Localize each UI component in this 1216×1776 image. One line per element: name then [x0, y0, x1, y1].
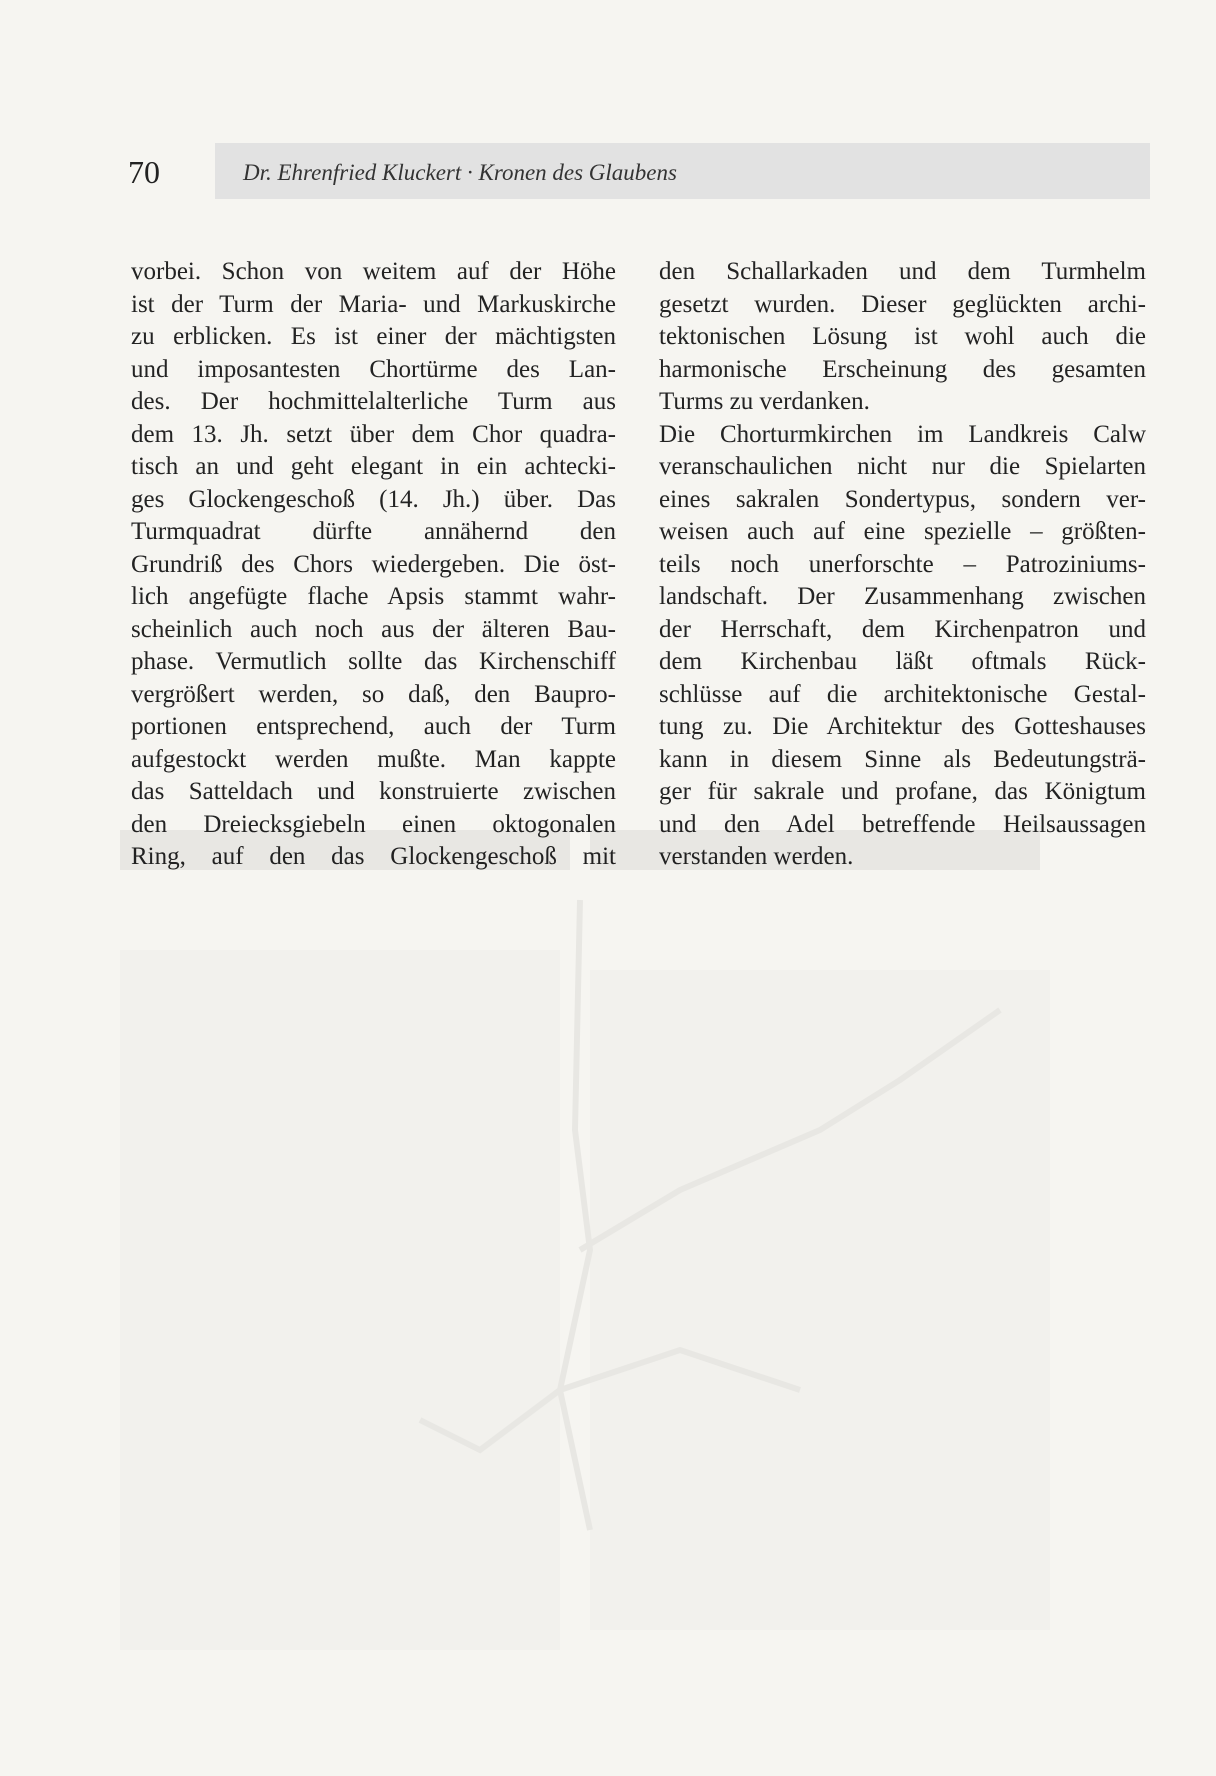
text-line: vorbei. Schon von weitem auf der Höhe	[131, 258, 616, 285]
text-line: des. Der hochmittelalterliche Turm aus	[131, 388, 616, 415]
text-line: schlüsse auf die architektonische Gestal-	[659, 680, 1146, 708]
text-line: der Herrschaft, dem Kirchenpatron und	[659, 615, 1146, 643]
bleed-through-map-decoration	[120, 830, 1150, 1650]
text-line: vergrößert werden, so daß, den Baupro-	[131, 680, 616, 708]
page-number: 70	[128, 154, 160, 190]
text-line: ger für sakrale und profane, das Königtum	[659, 778, 1146, 805]
text-line: ist der Turm der Maria- und Markuskirche	[131, 290, 616, 318]
text-line: weisen auch auf eine spezielle – größten-	[659, 518, 1146, 545]
text-line: zu erblicken. Es ist einer der mächtigsten	[131, 323, 616, 350]
text-line: Die Chorturmkirchen im Landkreis Calw	[659, 420, 1146, 448]
running-header-text: Dr. Ehrenfried Kluckert · Kronen des Glaubens	[243, 160, 677, 185]
text-line: den Dreiecksgiebeln einen oktogonalen	[131, 810, 616, 838]
text-line: den Schallarkaden und dem Turmhelm	[659, 258, 1146, 285]
text-line: harmonische Erscheinung des gesamten	[659, 355, 1146, 383]
text-line: phase. Vermutlich sollte das Kirchenschiff	[131, 648, 616, 675]
text-line: Turms zu verdanken.	[659, 388, 870, 415]
text-line: aufgestockt werden mußte. Man kappte	[131, 745, 616, 773]
text-line: das Satteldach und konstruierte zwischen	[131, 778, 616, 805]
text-line: tung zu. Die Architektur des Gotteshauses	[659, 713, 1146, 740]
running-header	[215, 143, 1150, 199]
text-line: veranschaulichen nicht nur die Spielarten	[659, 453, 1146, 480]
text-line: und den Adel betreffende Heilsaussagen	[659, 810, 1146, 838]
text-column-left	[131, 256, 616, 874]
text-line: kann in diesem Sinne als Bedeutungsträ-	[659, 745, 1146, 773]
text-line: eines sakralen Sondertypus, sondern ver-	[659, 485, 1146, 513]
text-line: landschaft. Der Zusammenhang zwischen	[659, 583, 1146, 610]
text-line: gesetzt wurden. Dieser geglückten archi-	[659, 290, 1146, 318]
text-line: portionen entsprechend, auch der Turm	[131, 713, 616, 740]
text-column-right	[659, 256, 1146, 874]
text-line: lich angefügte flache Apsis stammt wahr-	[131, 583, 616, 610]
text-line: tisch an und geht elegant in ein achtecki-	[131, 453, 616, 480]
text-line: dem 13. Jh. setzt über dem Chor quadra-	[131, 420, 616, 448]
text-line: und imposantesten Chortürme des Lan-	[131, 355, 616, 383]
text-line: Ring, auf den das Glockengeschoß mit	[131, 843, 616, 870]
text-line: verstanden werden.	[659, 843, 854, 870]
text-line: scheinlich auch noch aus der älteren Bau-	[131, 615, 616, 643]
text-line: ges Glockengeschoß (14. Jh.) über. Das	[131, 485, 616, 513]
text-line: dem Kirchenbau läßt oftmals Rück-	[659, 648, 1146, 675]
text-line: Turmquadrat dürfte annähernd den	[131, 518, 616, 545]
text-line: tektonischen Lösung ist wohl auch die	[659, 323, 1146, 350]
text-line: Grundriß des Chors wiedergeben. Die öst-	[131, 550, 616, 578]
text-line: teils noch unerforschte – Patroziniums-	[659, 550, 1146, 578]
